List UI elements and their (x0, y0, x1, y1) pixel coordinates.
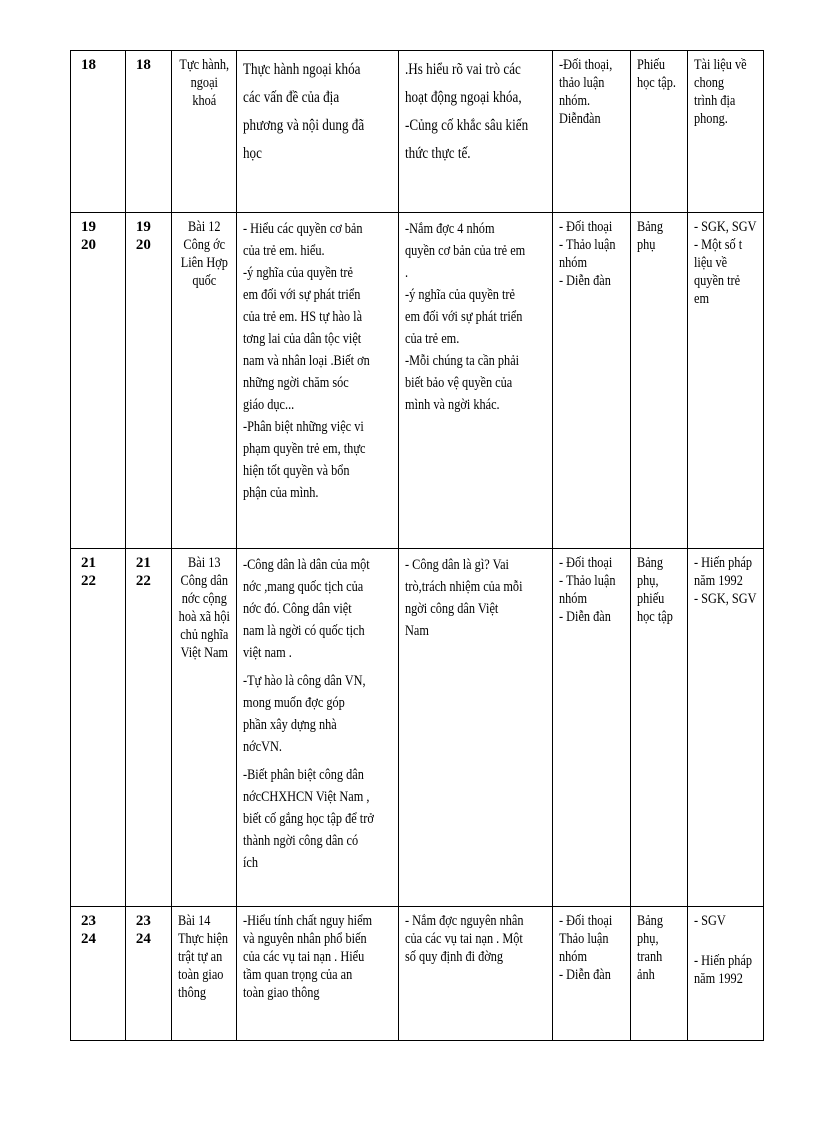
lesson-cell (172, 213, 237, 549)
objective-line: nớcVN. (242, 739, 282, 755)
objective-line: phạm quyền trẻ em, thực (242, 441, 366, 457)
method-line: nhóm (559, 949, 588, 965)
tool-line: phiếu (636, 591, 664, 607)
objective-line: các vấn đề của địa (242, 89, 339, 106)
method-line: - Thảo luận (559, 573, 616, 589)
knowledge-cell (399, 549, 553, 907)
method-line: nhóm (559, 591, 588, 607)
table-row (71, 51, 764, 213)
method-line: Thảo luận (559, 931, 609, 947)
material-line: - Hiến pháp (693, 953, 752, 969)
knowledge-line: -Mỗi chúng ta cần phải (405, 353, 520, 369)
week-number: 18 (135, 57, 151, 73)
material-line: liệu về (693, 255, 727, 271)
lesson-line: nớc cộng (181, 591, 227, 607)
period-cell (71, 907, 126, 1041)
week-number: 20 (135, 237, 151, 253)
objective-line: phận của mình. (242, 485, 319, 501)
tool-line: tranh (636, 949, 662, 965)
week-cell (125, 549, 171, 907)
material-line: quyền trẻ (693, 273, 740, 289)
material-line: - Hiến pháp (693, 555, 752, 571)
objectives-cell (236, 213, 398, 549)
period-cell (71, 213, 126, 549)
lesson-line: thông (178, 985, 207, 1001)
week-number: 19 (135, 219, 151, 235)
objective-line: nam là ngời có quốc tịch (242, 623, 365, 639)
tool-line: Bảng (636, 913, 663, 929)
objective-line: -Hiểu tính chất nguy hiểm (242, 913, 372, 929)
objective-line: của trẻ em. HS tự hào là (242, 309, 362, 325)
material-line: - SGK, SGV (693, 591, 757, 607)
knowledge-line: quyền cơ bản của trẻ em (405, 243, 526, 259)
methods-cell (553, 549, 630, 907)
lesson-line: trật tự an (178, 949, 223, 965)
materials-cell (687, 213, 763, 549)
tool-line: học tập (636, 609, 673, 625)
objective-line: phần xây dựng nhà (242, 717, 337, 733)
knowledge-line: -Nắm đợc 4 nhóm (405, 221, 495, 237)
period-number: 22 (81, 573, 96, 589)
objective-line: -Phân biệt những việc vi (242, 419, 364, 435)
material-line: - Một số t (693, 237, 742, 253)
objectives-cell (236, 907, 398, 1041)
lesson-line: Công ớc (183, 237, 226, 253)
objectives-cell (236, 549, 398, 907)
lesson-line: Bài 12 (188, 219, 221, 235)
week-number: 23 (135, 913, 151, 929)
knowledge-line: - Công dân là gì? Vai (405, 557, 510, 573)
objective-line: tơng lai của dân tộc việt (242, 331, 361, 347)
period-number: 19 (81, 219, 96, 235)
method-line: nhóm (559, 255, 588, 271)
lesson-line: Bài 14 (178, 913, 211, 929)
knowledge-line: ngời công dân Việt (405, 601, 499, 617)
objective-line: phương và nội dung đã (242, 117, 364, 134)
method-line: - Diễn đàn (559, 609, 611, 625)
tools-cell (630, 907, 687, 1041)
lesson-cell (172, 51, 237, 213)
period-number: 20 (81, 237, 96, 253)
objective-line: toàn giao thông (242, 985, 320, 1001)
lesson-cell (172, 907, 237, 1041)
methods-cell (553, 213, 630, 549)
tool-line: ảnh (636, 967, 655, 983)
table-row (71, 549, 764, 907)
method-line: - Đối thoại (559, 913, 613, 929)
knowledge-line: . (405, 265, 409, 281)
material-line: - SGV (693, 913, 726, 929)
tool-line: phụ (636, 237, 655, 253)
lesson-line: Tực hành, (179, 57, 230, 73)
lesson-plan-table (70, 50, 764, 1041)
objective-line: biết cố gắng học tập để trở (242, 811, 374, 827)
week-cell (125, 51, 171, 213)
knowledge-cell (399, 907, 553, 1041)
lesson-line: Thực hiện (178, 931, 229, 947)
lesson-line: Bài 13 (188, 555, 221, 571)
tools-cell (630, 549, 687, 907)
week-number: 24 (135, 931, 151, 947)
material-line (694, 930, 758, 952)
materials-cell (687, 907, 763, 1041)
objectives-cell (236, 51, 398, 213)
lesson-line: toàn giao (178, 967, 224, 983)
week-cell (125, 213, 171, 549)
objective-line: của trẻ em. hiểu. (242, 243, 325, 259)
knowledge-line: -Củng cố khắc sâu kiến (405, 117, 529, 134)
objective-line: - Hiểu các quyền cơ bản (242, 221, 363, 237)
material-line: Tài liệu về (693, 57, 747, 73)
objective-line: của các vụ tai nạn . Hiểu (242, 949, 364, 965)
objective-line: tầm quan trọng của an (242, 967, 353, 983)
objective-line: -Biết phân biệt công dân (242, 767, 364, 783)
objective-line: thành ngời công dân có (242, 833, 358, 849)
method-line: nhóm. (559, 93, 591, 109)
method-line: - Đối thoại (559, 555, 613, 571)
week-number: 22 (135, 573, 151, 589)
knowledge-line: mình và ngời khác. (405, 397, 500, 413)
knowledge-line: của các vụ tai nạn . Một (405, 931, 524, 947)
period-number: 23 (81, 913, 96, 929)
tool-line: Bảng (636, 219, 663, 235)
objective-line: nam và nhân loại .Biết ơn (242, 353, 370, 369)
material-line: năm 1992 (693, 573, 743, 589)
material-line: phong. (693, 111, 728, 127)
method-line: -Đối thoại, (559, 57, 613, 73)
tools-cell (630, 51, 687, 213)
tool-line: Phiếu (636, 57, 665, 73)
tool-line: Bảng (636, 555, 663, 571)
tool-line: phụ, (636, 573, 659, 589)
lesson-line: hoà xã hội (178, 609, 231, 625)
period-number: 18 (81, 57, 96, 73)
knowledge-line: số quy định đi đờng (405, 949, 504, 965)
week-number: 21 (135, 555, 151, 571)
objective-line: em đối với sự phát triển (242, 287, 361, 303)
method-line: - Thảo luận (559, 237, 616, 253)
period-number: 21 (81, 555, 96, 571)
lesson-line: Việt Nam (180, 645, 229, 661)
objective-line: -ý nghĩa của quyền trẻ (242, 265, 353, 281)
objective-line: nớc đó. Công dân việt (242, 601, 352, 617)
material-line: chong (693, 75, 724, 91)
objective-line: những ngời chăm sóc (242, 375, 349, 391)
methods-cell (553, 51, 630, 213)
tools-cell (630, 213, 687, 549)
objective-line: ích (242, 855, 258, 871)
objective-line: mong muốn đợc góp (242, 695, 345, 711)
lesson-line: Liên Hợp (180, 255, 229, 271)
objective-line: -Tự hào là công dân VN, (242, 673, 366, 689)
knowledge-line: - Nắm đợc nguyên nhân (405, 913, 524, 929)
knowledge-line: biết bảo vệ quyền của (405, 375, 513, 391)
materials-cell (687, 549, 763, 907)
lesson-line: quốc (192, 273, 217, 289)
knowledge-cell (399, 51, 553, 213)
material-line: - SGK, SGV (693, 219, 757, 235)
methods-cell (553, 907, 630, 1041)
objective-line: và nguyên nhân phổ biến (242, 931, 367, 947)
knowledge-line: Nam (405, 623, 430, 639)
table-row (71, 907, 764, 1041)
lesson-line: khoá (192, 93, 217, 109)
method-line: Diễnđàn (559, 111, 601, 127)
method-line: - Diễn đàn (559, 273, 611, 289)
knowledge-cell (399, 213, 553, 549)
objective-line: học (242, 145, 262, 162)
knowledge-line: -ý nghĩa của quyền trẻ (405, 287, 516, 303)
tool-line: phụ, (636, 931, 659, 947)
method-line: thảo luận (559, 75, 605, 91)
material-line: trình địa (693, 93, 735, 109)
tool-line: học tập. (636, 75, 676, 91)
knowledge-line: của trẻ em. (405, 331, 460, 347)
lesson-cell (172, 549, 237, 907)
period-cell (71, 51, 126, 213)
objective-line: việt nam . (242, 645, 292, 661)
material-line: năm 1992 (693, 971, 743, 987)
lesson-line: chủ nghĩa (180, 627, 229, 643)
objective-line: hiện tốt quyền và bổn (242, 463, 350, 479)
objective-line: Thực hành ngoại khóa (242, 61, 361, 78)
knowledge-line: thức thực tế. (405, 145, 471, 162)
period-number: 24 (81, 931, 96, 947)
material-line: em (693, 291, 709, 307)
lesson-line: ngoại (190, 75, 219, 91)
materials-cell (687, 51, 763, 213)
objective-line: nớcCHXHCN Việt Nam , (242, 789, 370, 805)
knowledge-line: em đối với sự phát triển (405, 309, 523, 325)
period-cell (71, 549, 126, 907)
objective-line: nớc ,mang quốc tịch của (242, 579, 363, 595)
table-row (71, 213, 764, 549)
knowledge-line: hoạt động ngoại khóa, (405, 89, 522, 106)
objective-line: -Công dân là dân của một (242, 557, 370, 573)
objective-line: giáo dục... (242, 397, 294, 413)
knowledge-line: .Hs hiểu rõ vai trò các (405, 61, 522, 78)
lesson-line: Công dân (180, 573, 229, 589)
week-cell (125, 907, 171, 1041)
knowledge-line: trò,trách nhiệm của mỗi (405, 579, 523, 595)
method-line: - Diễn đàn (559, 967, 611, 983)
method-line: - Đối thoại (559, 219, 613, 235)
